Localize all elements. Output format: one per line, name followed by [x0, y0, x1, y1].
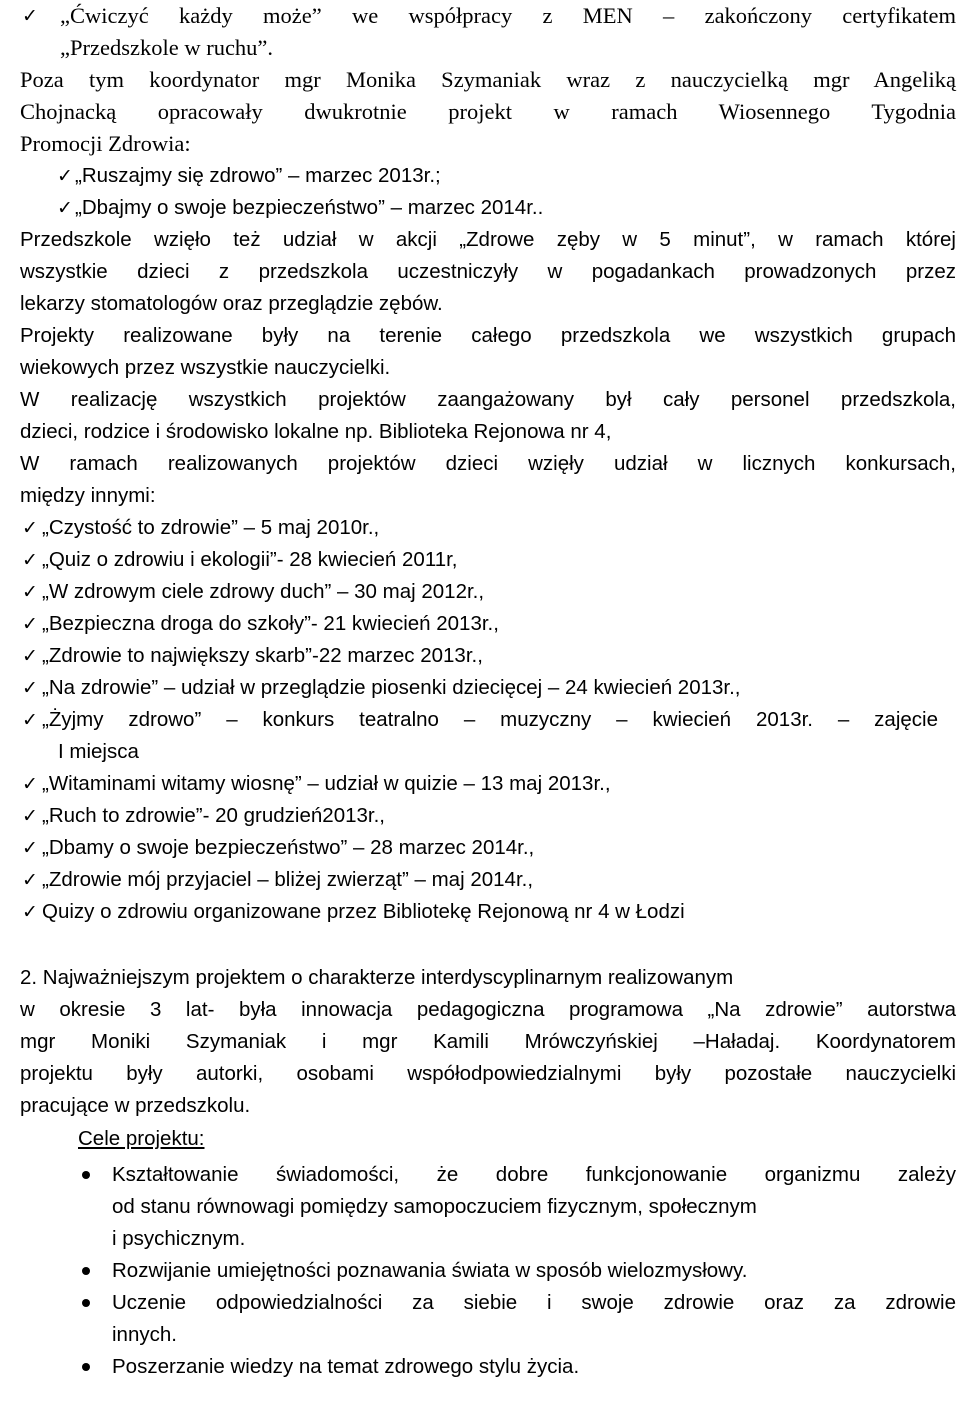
list-item: [20, 608, 956, 640]
paragraph-line: wszystkie dzieci z przedszkola uczestniczyły w pogadankach prowadzonych przez: [20, 260, 956, 283]
goal-item: [20, 1287, 956, 1351]
check-icon: ✓: [22, 773, 38, 795]
list-item-text: „Zdrowie to największy skarb”-22 marzec 2013r.,: [42, 644, 483, 667]
paragraph-line: W realizację wszystkich projektów zaangażowany był cały personel przedszkola,: [20, 388, 956, 411]
check-icon: ✓: [22, 901, 38, 923]
list-item: [20, 640, 956, 672]
check-icon: ✓: [22, 5, 38, 27]
list-item: [20, 704, 956, 736]
check-icon: ✓: [22, 645, 38, 667]
list-item-text: „Ćwiczyć każdy może” we współpracy z MEN – zakończony certyfikatem: [60, 3, 956, 28]
check-icon: ✓: [22, 837, 38, 859]
check-icon: ✓: [22, 613, 38, 635]
paragraph-line: Chojnacką opracowały dwukrotnie projekt w ramach Wiosennego Tygodnia: [20, 99, 956, 124]
check-icon: ✓: [22, 677, 38, 699]
bullet-icon: [82, 1267, 90, 1275]
list-item-text: „Żyjmy zdrowo” – konkurs teatralno – muzyczny – kwiecień 2013r. – zajęcie: [42, 708, 938, 731]
list-item-text: „W zdrowym ciele zdrowy duch” – 30 maj 2012r.,: [42, 580, 485, 603]
bullet-icon: [82, 1299, 90, 1307]
paragraph-line: lekarzy stomatologów oraz przeglądzie zębów.: [20, 292, 443, 315]
list-item-text: „Czystość to zdrowie” – 5 maj 2010r.,: [42, 516, 380, 539]
goal-item: [20, 1351, 956, 1383]
goal-line: Poszerzanie wiedzy na temat zdrowego stylu życia.: [112, 1355, 580, 1378]
goal-line: Uczenie odpowiedzialności za siebie i swoje zdrowie oraz za zdrowie: [112, 1291, 956, 1314]
list-item: [20, 0, 956, 32]
list-item: [20, 800, 956, 832]
list-item: [20, 896, 956, 928]
check-icon: ✓: [22, 549, 38, 571]
list-item: [20, 832, 956, 864]
list-item: [20, 864, 956, 896]
goal-line: innych.: [112, 1323, 177, 1346]
list-item-text: „Dbamy o swoje bezpieczeństwo” – 28 marzec 2014r.,: [42, 836, 535, 859]
goal-line: Rozwijanie umiejętności poznawania świata w sposób wielozmysłowy.: [112, 1259, 748, 1282]
goals-heading: Cele projektu:: [78, 1127, 205, 1150]
paragraph-line: projektu były autorki, osobami współodpowiedzialnymi były pozostałe nauczycielki: [20, 1062, 956, 1085]
check-icon: ✓: [22, 869, 38, 891]
list-item: [20, 192, 956, 224]
paragraph-line: dzieci, rodzice i środowisko lokalne np. Biblioteka Rejonowa nr 4,: [20, 420, 612, 443]
paragraph-line: pracujące w przedszkolu.: [20, 1094, 251, 1117]
paragraph-line: w okresie 3 lat- była innowacja pedagogiczna programowa „Na zdrowie” autorstwa: [20, 998, 956, 1021]
list-item: [20, 544, 956, 576]
list-item: [20, 160, 956, 192]
list-item-continuation: I miejsca: [58, 740, 139, 763]
list-item-text: „Bezpieczna droga do szkoły”- 21 kwiecień 2013r.,: [42, 612, 499, 635]
check-icon: ✓: [22, 805, 38, 827]
list-item-text: „Ruszajmy się zdrowo” – marzec 2013r.;: [75, 164, 441, 187]
paragraph-line: Przedszkole wzięło też udział w akcji „Zdrowe zęby w 5 minut”, w ramach której: [20, 228, 956, 251]
paragraph-line: wiekowych przez wszystkie nauczycielki.: [20, 356, 391, 379]
list-item-text: „Dbajmy o swoje bezpieczeństwo” – marzec 2014r..: [75, 196, 544, 219]
spacer: [20, 928, 956, 962]
list-item: [20, 512, 956, 544]
paragraph-line: Promocji Zdrowia:: [20, 131, 191, 156]
goal-line: i psychicznym.: [112, 1227, 246, 1250]
list-item-continuation: „Przedszkole w ruchu”.: [60, 35, 274, 60]
list-item-text: „Zdrowie mój przyjaciel – bliżej zwierząt” – maj 2014r.,: [42, 868, 534, 891]
list-item-text: „Na zdrowie” – udział w przeglądzie piosenki dziecięcej – 24 kwiecień 2013r.,: [42, 676, 741, 699]
check-icon: ✓: [22, 517, 38, 539]
check-icon: ✓: [57, 165, 73, 187]
paragraph-line: mgr Moniki Szymaniak i mgr Kamili Mrówczyńskiej –Haładaj. Koordynatorem: [20, 1030, 956, 1053]
check-icon: ✓: [57, 197, 73, 219]
paragraph-line: między innymi:: [20, 484, 156, 507]
goal-line: Kształtowanie świadomości, że dobre funkcjonowanie organizmu zależy: [112, 1163, 956, 1186]
paragraph-line: Projekty realizowane były na terenie całego przedszkola we wszystkich grupach: [20, 324, 956, 347]
paragraph-line: 2. Najważniejszym projektem o charakterze interdyscyplinarnym realizowanym: [20, 966, 734, 989]
check-icon: ✓: [22, 709, 38, 731]
goal-line: od stanu równowagi pomiędzy samopoczuciem fizycznym, społecznym: [112, 1195, 757, 1218]
goal-item: [20, 1255, 956, 1287]
bullet-icon: [82, 1171, 90, 1179]
bullet-icon: [82, 1363, 90, 1371]
list-item-text: „Witaminami witamy wiosnę” – udział w quizie – 13 maj 2013r.,: [42, 772, 611, 795]
list-item: [20, 672, 956, 704]
list-item-text: „Quiz o zdrowiu i ekologii”- 28 kwiecień 2011r,: [42, 548, 458, 571]
list-item: [20, 576, 956, 608]
list-item-text: Quizy o zdrowiu organizowane przez Bibliotekę Rejonową nr 4 w Łodzi: [42, 900, 685, 923]
list-item-text: „Ruch to zdrowie”- 20 grudzień2013r.,: [42, 804, 385, 827]
check-icon: ✓: [22, 581, 38, 603]
paragraph-line: W ramach realizowanych projektów dzieci wzięły udział w licznych konkursach,: [20, 452, 956, 475]
list-item: [20, 768, 956, 800]
goal-item: [20, 1159, 956, 1255]
paragraph-line: Poza tym koordynator mgr Monika Szymaniak wraz z nauczycielką mgr Angeliką: [20, 67, 956, 92]
